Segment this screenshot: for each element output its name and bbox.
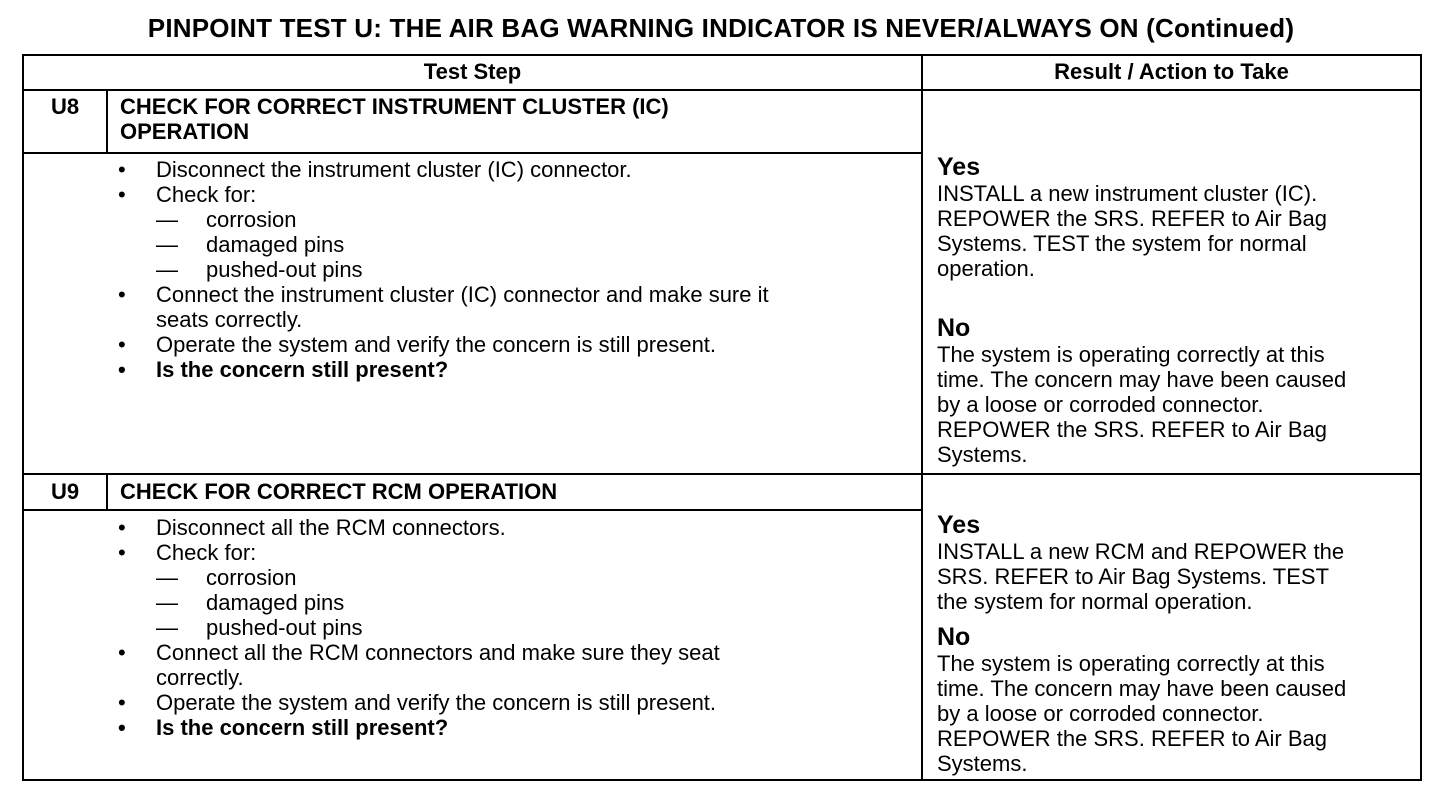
step-line-text: Operate the system and verify the concern is still present. [156,690,717,715]
step-line-text: damaged pins [206,590,345,615]
step-line-text: Connect all the RCM connectors and make sure they seat [156,640,720,665]
result-u9 [937,512,1417,776]
result-line: Systems. [937,442,1028,467]
header-result: Result / Action to Take [1054,59,1289,84]
result-u8 [937,154,1417,467]
step-title-line: CHECK FOR CORRECT INSTRUMENT CLUSTER (IC) [120,94,669,119]
bullet-icon: • [118,332,126,357]
result-line: by a loose or corroded connector. [937,701,1264,726]
result-line: INSTALL a new instrument cluster (IC). [937,181,1318,206]
step-line-text: Check for: [156,182,257,207]
bullet-icon: • [118,157,126,182]
page-title: PINPOINT TEST U: THE AIR BAG WARNING INDICATOR IS NEVER/ALWAYS ON (Continued) [147,13,1295,43]
step-title-line: OPERATION [120,119,250,144]
dash-icon: — [156,232,178,257]
step-line-text: Operate the system and verify the concern is still present. [156,332,717,357]
dash-icon: — [156,207,178,232]
result-line: time. The concern may have been caused [937,367,1347,392]
header-test-step: Test Step [423,59,522,84]
result-line: INSTALL a new RCM and REPOWER the [937,539,1345,564]
step-line-text: Is the concern still present? [156,715,449,740]
u8-title-divider [24,152,921,154]
step-title-u8 [120,94,800,144]
dash-icon: — [156,615,178,640]
result-line: The system is operating correctly at this [937,651,1325,676]
result-line: The system is operating correctly at this [937,342,1325,367]
dash-icon: — [156,590,178,615]
yes-label: Yes [937,511,981,539]
step-line-text: correctly. [156,665,244,690]
no-action [937,342,1417,467]
step-id-u9: U9 [50,479,80,504]
step-line-text: pushed-out pins [206,257,363,282]
bullet-icon: • [118,182,126,207]
step-divider [24,473,1420,475]
step-title-line: CHECK FOR CORRECT RCM OPERATION [120,479,558,504]
step-line-text: Connect the instrument cluster (IC) connector and make sure it [156,282,769,307]
bullet-icon: • [118,640,126,665]
result-line: Systems. TEST the system for normal [937,231,1307,256]
result-line: REPOWER the SRS. REFER to Air Bag [937,726,1328,751]
bullet-icon: • [118,515,126,540]
result-line: SRS. REFER to Air Bag Systems. TEST [937,564,1330,589]
step-title-u9 [120,479,800,504]
no-action [937,651,1417,776]
step-line-text: corrosion [206,565,297,590]
step-line-text: Disconnect the instrument cluster (IC) connector. [156,157,632,182]
bullet-icon: • [118,540,126,565]
result-line: Systems. [937,751,1028,776]
yes-action [937,539,1417,614]
u8-id-divider [106,90,108,153]
step-line-text: corrosion [206,207,297,232]
yes-action [937,181,1417,281]
no-label: No [937,314,971,342]
yes-label: Yes [937,153,981,181]
result-line: the system for normal operation. [937,589,1253,614]
bullet-icon: • [118,282,126,307]
result-line: time. The concern may have been caused [937,676,1347,701]
bullet-icon: • [118,715,126,740]
column-divider [921,56,923,779]
dash-icon: — [156,257,178,282]
step-line-text: Is the concern still present? [156,357,449,382]
result-line: REPOWER the SRS. REFER to Air Bag [937,206,1328,231]
dash-icon: — [156,565,178,590]
result-line: operation. [937,256,1035,281]
pinpoint-test-table [22,54,1422,781]
result-line: REPOWER the SRS. REFER to Air Bag [937,417,1328,442]
u9-id-divider [106,474,108,510]
bullet-icon: • [118,690,126,715]
step-id-u8: U8 [50,94,80,119]
no-label: No [937,623,971,651]
result-line: by a loose or corroded connector. [937,392,1264,417]
step-line-text: pushed-out pins [206,615,363,640]
step-line-text: seats correctly. [156,307,303,332]
u9-title-divider [24,509,921,511]
step-line-text: damaged pins [206,232,345,257]
bullet-icon: • [118,357,126,382]
step-line-text: Disconnect all the RCM connectors. [156,515,506,540]
step-line-text: Check for: [156,540,257,565]
